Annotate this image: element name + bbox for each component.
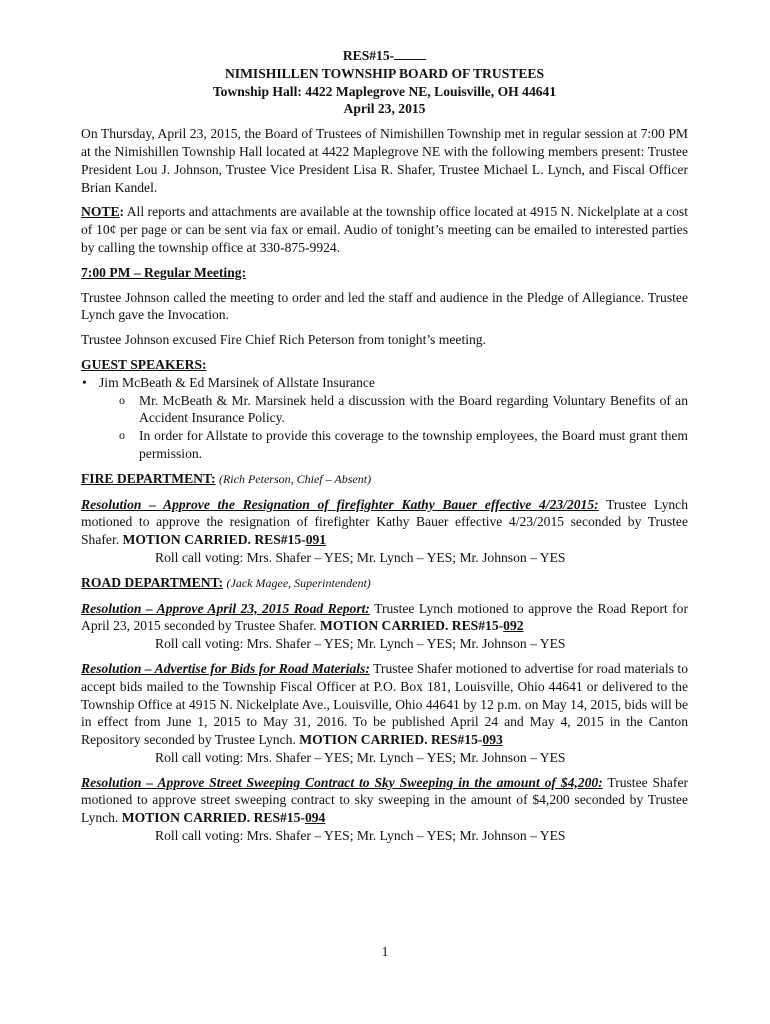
fire-heading-sub: (Rich Peterson, Chief – Absent) xyxy=(218,471,372,486)
document-page xyxy=(81,46,688,845)
resolution-text: Trustee Shafer motioned to advertise for road materials to accept bids mailed to the Township Fiscal Officer at P.O. Box 181, Louisville, Ohio 44641 or delivered to the Township Office at 4915 N. Nickelplate Ave., Louisville, Ohio 44641 by 12 p.m. on May 14, 2015, bids will be in effect from June 1, 2015 to May 31, 2016. To be published April 24 and May 4, 2015 in the Canton Repository seconded by Trustee Lynch. xyxy=(81,660,688,748)
resolution-title: Resolution – Approve April 23, 2015 Road Report: xyxy=(81,600,370,616)
board-title: NIMISHILLEN TOWNSHIP BOARD OF TRUSTEES xyxy=(224,65,545,81)
resolution-text: Trustee Lynch motioned to approve the Road Report for April 23, 2015 seconded by Trustee Shafer. xyxy=(81,600,688,634)
intro-paragraph: On Thursday, April 23, 2015, the Board of Trustees of Nimishillen Township met in regular session at 7:00 PM at the Nimishillen Township Hall located at 4422 Maplegrove NE with the following members present: Trustee President Lou J. Johnson, Trustee Vice President Lisa R. Shafer, Trustee Michael L. Lynch, and Fiscal Officer Brian Kandel. xyxy=(81,126,688,195)
resolution-number-line xyxy=(81,46,688,65)
guest-speaker-item xyxy=(81,374,688,463)
resolution-title: Resolution – Approve Street Sweeping Contract to Sky Sweeping in the amount of $4,200: xyxy=(81,774,603,790)
motion-carried: MOTION CARRIED. RES#15- xyxy=(122,532,306,548)
road-resolution-sweeping xyxy=(81,774,688,827)
resolution-text: Trustee Shafer motioned to approve street sweeping contract to sky sweeping in the amount of $4,200 seconded by Trustee Lynch. xyxy=(81,774,689,826)
guest-speaker-name: Jim McBeath & Ed Marsinek of Allstate Insurance xyxy=(99,374,375,390)
road-resolution-report xyxy=(81,600,688,636)
note-paragraph: NOTE: All reports and attachments are available at the township office located at 4915 N. Nickelplate at a cost of 10¢ per page or can be sent via fax or email. Audio of tonight’s meeting can be emailed to interested parties by calling the township office at 330-875-9924. xyxy=(81,204,688,255)
road-heading-label: ROAD DEPARTMENT: xyxy=(81,574,224,590)
resolution-text: Trustee Lynch motioned to approve the resignation of firefighter Kathy Bauer effective 4/23/2015 seconded by Trustee Shafer. xyxy=(81,496,688,548)
motion-carried: MOTION CARRIED. RES#15- xyxy=(121,810,305,826)
resolution-number: 091 xyxy=(305,532,327,548)
fire-resolution xyxy=(81,496,688,549)
guest-speakers-heading: GUEST SPEAKERS: xyxy=(81,356,207,372)
guest-speaker-subitem: o In order for Allstate to provide this coverage to the township employees, the Board must grant them permission. xyxy=(119,427,688,463)
meeting-location: Township Hall: 4422 Maplegrove NE, Louisville, OH 44641 xyxy=(212,83,557,99)
excused-paragraph: Trustee Johnson excused Fire Chief Rich Peterson from tonight’s meeting. xyxy=(81,332,486,348)
resolution-title: Resolution – Advertise for Bids for Road Materials: xyxy=(81,660,370,676)
motion-carried: MOTION CARRIED. RES#15- xyxy=(299,732,483,748)
fire-heading-label: FIRE DEPARTMENT: xyxy=(81,470,216,486)
resolution-number: 094 xyxy=(304,810,326,826)
guest-speakers-list xyxy=(81,374,688,463)
fire-department-heading xyxy=(81,470,688,489)
roll-call: Roll call voting: Mrs. Shafer – YES; Mr. Lynch – YES; Mr. Johnson – YES xyxy=(155,828,566,844)
guest-speaker-sublist xyxy=(99,392,688,463)
note-label: NOTE xyxy=(81,204,120,220)
roll-call: Roll call voting: Mrs. Shafer – YES; Mr. Lynch – YES; Mr. Johnson – YES xyxy=(155,636,566,652)
page-number: 1 xyxy=(381,944,389,959)
roll-call: Roll call voting: Mrs. Shafer – YES; Mr. Lynch – YES; Mr. Johnson – YES xyxy=(155,749,566,765)
regular-meeting-heading: 7:00 PM – Regular Meeting: xyxy=(81,264,247,280)
road-heading-sub: (Jack Magee, Superintendent) xyxy=(226,575,371,590)
note-text: All reports and attachments are available at the township office located at 4915 N. Nickelplate at a cost of 10¢ per page or can be sent via fax or email. Audio of tonight’s meeting can be emailed to interested parties by calling the township office at 330-875-9924. xyxy=(81,204,688,255)
resolution-number: 093 xyxy=(482,732,503,748)
call-to-order-paragraph: Trustee Johnson called the meeting to order and led the staff and audience in the Pledge of Allegiance. Trustee Lynch gave the Invocation. xyxy=(81,289,688,323)
resolution-number: 092 xyxy=(503,618,524,634)
resolution-prefix: RES#15- xyxy=(342,48,395,63)
road-department-heading xyxy=(81,574,688,593)
resolution-title: Resolution – Approve the Resignation of firefighter Kathy Bauer effective 4/23/2015: xyxy=(81,496,599,512)
resolution-number-blank xyxy=(394,46,426,60)
meeting-date: April 23, 2015 xyxy=(343,101,426,117)
guest-speaker-subitem: o Mr. McBeath & Mr. Marsinek held a discussion with the Board regarding Voluntary Benefits of an Accident Insurance Policy. xyxy=(119,392,688,428)
motion-carried: MOTION CARRIED. RES#15- xyxy=(320,618,504,634)
road-resolution-bids xyxy=(81,660,688,749)
roll-call: Roll call voting: Mrs. Shafer – YES; Mr. Lynch – YES; Mr. Johnson – YES xyxy=(155,549,566,565)
